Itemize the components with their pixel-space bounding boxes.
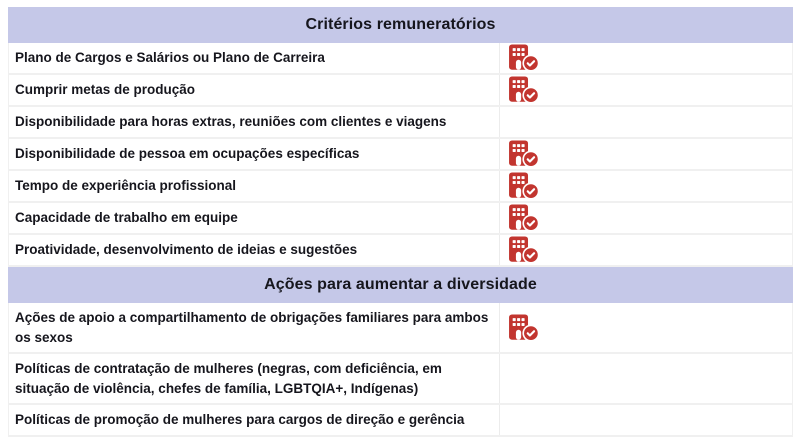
criterion-status-cell	[500, 75, 792, 105]
criteria-table	[8, 7, 793, 437]
criterion-status-cell	[500, 405, 792, 435]
criterion-status-cell	[500, 171, 792, 201]
table-row	[8, 235, 793, 267]
table-row	[8, 203, 793, 235]
table-row	[8, 303, 793, 354]
criterion-status-cell	[500, 43, 792, 73]
table-row	[8, 43, 793, 75]
criterion-label: Capacidade de trabalho em equipe	[15, 210, 238, 226]
section-header	[8, 7, 793, 43]
criterion-label: Plano de Cargos e Salários ou Plano de Carreira	[15, 50, 325, 66]
criterion-label-cell	[9, 235, 500, 265]
criterion-status-cell	[500, 203, 792, 233]
criterion-label: Ações de apoio a compartilhamento de obrigações familiares para ambos os sexos	[15, 310, 489, 345]
building-check-icon	[508, 76, 539, 104]
building-check-icon	[508, 44, 539, 72]
table-row	[8, 171, 793, 203]
criterion-label: Tempo de experiência profissional	[15, 178, 237, 194]
criterion-label-cell	[9, 303, 500, 352]
criterion-label-cell	[9, 107, 500, 137]
criterion-label: Disponibilidade de pessoa em ocupações específicas	[15, 146, 360, 162]
criterion-label: Proatividade, desenvolvimento de ideias e sugestões	[15, 242, 358, 258]
section-header-title: Critérios remuneratórios	[305, 16, 496, 33]
criterion-label-cell	[9, 139, 500, 169]
criterion-label-cell	[9, 405, 500, 435]
criterion-label: Políticas de contratação de mulheres (negras, com deficiência, em situação de violência, chefes de família, LGBTQIA+, Indígenas)	[15, 361, 442, 396]
building-check-icon	[508, 236, 539, 264]
criterion-label-cell	[9, 43, 500, 73]
criterion-status-cell	[500, 139, 792, 169]
criterion-status-cell	[500, 354, 792, 403]
section-header	[8, 267, 793, 303]
criterion-label-cell	[9, 75, 500, 105]
criterion-label-cell	[9, 171, 500, 201]
criterion-label: Cumprir metas de produção	[15, 82, 196, 98]
table-row	[8, 139, 793, 171]
building-check-icon	[508, 314, 539, 342]
criterion-label-cell	[9, 354, 500, 403]
criterion-label: Disponibilidade para horas extras, reuniões com clientes e viagens	[15, 114, 447, 130]
criterion-label-cell	[9, 203, 500, 233]
criterion-status-cell	[500, 235, 792, 265]
building-check-icon	[508, 172, 539, 200]
section-header-title: Ações para aumentar a diversidade	[264, 276, 537, 293]
table-row	[8, 405, 793, 437]
criterion-status-cell	[500, 303, 792, 352]
criterion-label: Políticas de promoção de mulheres para cargos de direção e gerência	[15, 412, 465, 428]
criterion-status-cell	[500, 107, 792, 137]
building-check-icon	[508, 204, 539, 232]
building-check-icon	[508, 140, 539, 168]
table-row	[8, 75, 793, 107]
table-row	[8, 107, 793, 139]
table-row	[8, 354, 793, 405]
